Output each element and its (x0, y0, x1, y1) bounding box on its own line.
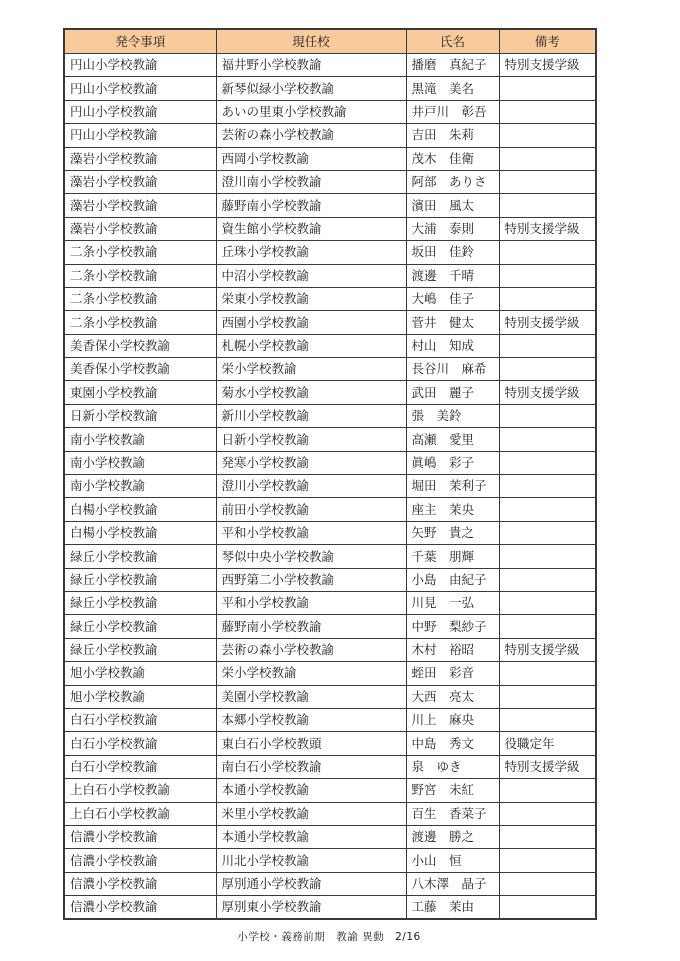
order-item-cell: 二条小学校教諭 (64, 287, 216, 310)
table-row (64, 264, 596, 287)
table-row (64, 241, 596, 264)
order-item-cell: 信濃小学校教諭 (64, 872, 216, 895)
name-cell: 野宮 未紅 (406, 779, 499, 802)
table-row (64, 896, 596, 920)
table-row (64, 451, 596, 474)
remarks-cell (499, 264, 596, 287)
order-item-cell: 南小学校教諭 (64, 475, 216, 498)
remarks-cell (499, 896, 596, 920)
table-row (64, 685, 596, 708)
remarks-cell: 特別支援学級 (499, 217, 596, 240)
remarks-cell: 特別支援学級 (499, 311, 596, 334)
name-cell: 座主 茉央 (406, 498, 499, 521)
current-school-cell: 東白石小学校教頭 (216, 732, 406, 755)
current-school-cell: 藤野南小学校教諭 (216, 194, 406, 217)
remarks-cell (499, 568, 596, 591)
name-cell: 川上 麻央 (406, 708, 499, 731)
order-item-cell: 緑丘小学校教諭 (64, 545, 216, 568)
header-current-school: 現任校 (216, 29, 406, 54)
table-row (64, 124, 596, 147)
name-cell: 菅井 健太 (406, 311, 499, 334)
remarks-cell (499, 498, 596, 521)
table-row (64, 194, 596, 217)
order-item-cell: 二条小学校教諭 (64, 264, 216, 287)
name-cell: 黒滝 美名 (406, 77, 499, 100)
name-cell: 川見 一弘 (406, 591, 499, 614)
current-school-cell: 澄川小学校教諭 (216, 475, 406, 498)
order-item-cell: 日新小学校教諭 (64, 404, 216, 427)
header-order-item: 発令事項 (64, 29, 216, 54)
remarks-cell (499, 100, 596, 123)
remarks-cell (499, 708, 596, 731)
remarks-cell (499, 428, 596, 451)
order-item-cell: 上白石小学校教諭 (64, 779, 216, 802)
name-cell: 武田 麗子 (406, 381, 499, 404)
current-school-cell: 栄小学校教諭 (216, 662, 406, 685)
remarks-cell (499, 241, 596, 264)
order-item-cell: 旭小学校教諭 (64, 685, 216, 708)
table-row (64, 521, 596, 544)
table-row (64, 779, 596, 802)
name-cell: 井戸川 彰吾 (406, 100, 499, 123)
header-remarks: 備考 (499, 29, 596, 54)
remarks-cell (499, 475, 596, 498)
current-school-cell: 資生館小学校教諭 (216, 217, 406, 240)
name-cell: 大嶋 佳子 (406, 287, 499, 310)
page-footer: 小学校・義務前期 教諭 異動 2/16 (237, 931, 421, 943)
current-school-cell: 芸術の森小学校教諭 (216, 638, 406, 661)
current-school-cell: あいの里東小学校教諭 (216, 100, 406, 123)
remarks-cell (499, 147, 596, 170)
current-school-cell: 平和小学校教諭 (216, 591, 406, 614)
order-item-cell: 信濃小学校教諭 (64, 825, 216, 848)
order-item-cell: 緑丘小学校教諭 (64, 591, 216, 614)
table-row (64, 708, 596, 731)
remarks-cell (499, 802, 596, 825)
order-item-cell: 二条小学校教諭 (64, 311, 216, 334)
table-row (64, 287, 596, 310)
remarks-cell: 特別支援学級 (499, 381, 596, 404)
current-school-cell: 芸術の森小学校教諭 (216, 124, 406, 147)
order-item-cell: 緑丘小学校教諭 (64, 568, 216, 591)
order-item-cell: 円山小学校教諭 (64, 77, 216, 100)
personnel-transfer-table (63, 28, 597, 920)
table-row (64, 732, 596, 755)
name-cell: 張 美鈴 (406, 404, 499, 427)
table-header (64, 29, 596, 54)
current-school-cell: 中沼小学校教諭 (216, 264, 406, 287)
name-cell: 坂田 佳鈴 (406, 241, 499, 264)
current-school-cell: 栄東小学校教諭 (216, 287, 406, 310)
remarks-cell: 役職定年 (499, 732, 596, 755)
name-cell: 長谷川 麻希 (406, 358, 499, 381)
table-row (64, 825, 596, 848)
name-cell: 阿部 ありさ (406, 170, 499, 193)
name-cell: 高瀬 愛里 (406, 428, 499, 451)
order-item-cell: 緑丘小学校教諭 (64, 615, 216, 638)
order-item-cell: 二条小学校教諭 (64, 241, 216, 264)
remarks-cell: 特別支援学級 (499, 755, 596, 778)
name-cell: 堀田 茉利子 (406, 475, 499, 498)
name-cell: 千葉 朋輝 (406, 545, 499, 568)
name-cell: 濱田 風太 (406, 194, 499, 217)
order-item-cell: 美香保小学校教諭 (64, 358, 216, 381)
table-row (64, 615, 596, 638)
name-cell: 八木澤 晶子 (406, 872, 499, 895)
name-cell: 渡邊 千晴 (406, 264, 499, 287)
current-school-cell: 発寒小学校教諭 (216, 451, 406, 474)
table-row (64, 545, 596, 568)
current-school-cell: 琴似中央小学校教諭 (216, 545, 406, 568)
remarks-cell (499, 615, 596, 638)
current-school-cell: 美園小学校教諭 (216, 685, 406, 708)
name-cell: 木村 裕昭 (406, 638, 499, 661)
current-school-cell: 西野第二小学校教諭 (216, 568, 406, 591)
name-cell: 眞嶋 彩子 (406, 451, 499, 474)
remarks-cell (499, 849, 596, 872)
table-row (64, 358, 596, 381)
name-cell: 中島 秀文 (406, 732, 499, 755)
order-item-cell: 藻岩小学校教諭 (64, 217, 216, 240)
order-item-cell: 藻岩小学校教諭 (64, 147, 216, 170)
order-item-cell: 藻岩小学校教諭 (64, 170, 216, 193)
current-school-cell: 南白石小学校教諭 (216, 755, 406, 778)
order-item-cell: 円山小学校教諭 (64, 54, 216, 77)
table-row (64, 872, 596, 895)
remarks-cell (499, 521, 596, 544)
current-school-cell: 本通小学校教諭 (216, 825, 406, 848)
order-item-cell: 信濃小学校教諭 (64, 896, 216, 920)
table-row (64, 170, 596, 193)
order-item-cell: 緑丘小学校教諭 (64, 638, 216, 661)
current-school-cell: 西園小学校教諭 (216, 311, 406, 334)
order-item-cell: 上白石小学校教諭 (64, 802, 216, 825)
order-item-cell: 円山小学校教諭 (64, 124, 216, 147)
remarks-cell (499, 358, 596, 381)
current-school-cell: 福井野小学校教諭 (216, 54, 406, 77)
current-school-cell: 菊水小学校教諭 (216, 381, 406, 404)
current-school-cell: 丘珠小学校教諭 (216, 241, 406, 264)
current-school-cell: 栄小学校教諭 (216, 358, 406, 381)
remarks-cell (499, 872, 596, 895)
table-row (64, 568, 596, 591)
current-school-cell: 厚別東小学校教諭 (216, 896, 406, 920)
table-body (64, 54, 596, 920)
current-school-cell: 厚別通小学校教諭 (216, 872, 406, 895)
table-row (64, 755, 596, 778)
order-item-cell: 南小学校教諭 (64, 428, 216, 451)
order-item-cell: 白石小学校教諭 (64, 708, 216, 731)
table-row (64, 334, 596, 357)
order-item-cell: 白石小学校教諭 (64, 755, 216, 778)
table-row (64, 498, 596, 521)
remarks-cell (499, 591, 596, 614)
name-cell: 中野 梨紗子 (406, 615, 499, 638)
table-row (64, 217, 596, 240)
remarks-cell: 特別支援学級 (499, 638, 596, 661)
order-item-cell: 円山小学校教諭 (64, 100, 216, 123)
table-row (64, 54, 596, 77)
table-row (64, 428, 596, 451)
current-school-cell: 平和小学校教諭 (216, 521, 406, 544)
table-row (64, 475, 596, 498)
order-item-cell: 美香保小学校教諭 (64, 334, 216, 357)
remarks-cell (499, 287, 596, 310)
remarks-cell (499, 451, 596, 474)
remarks-cell (499, 334, 596, 357)
name-cell: 村山 知成 (406, 334, 499, 357)
name-cell: 蛭田 彩音 (406, 662, 499, 685)
name-cell: 工藤 茉由 (406, 896, 499, 920)
remarks-cell (499, 685, 596, 708)
current-school-cell: 藤野南小学校教諭 (216, 615, 406, 638)
name-cell: 小島 由紀子 (406, 568, 499, 591)
name-cell: 播磨 真紀子 (406, 54, 499, 77)
remarks-cell (499, 662, 596, 685)
remarks-cell (499, 77, 596, 100)
table-row (64, 311, 596, 334)
table-row (64, 404, 596, 427)
name-cell: 大浦 泰則 (406, 217, 499, 240)
order-item-cell: 信濃小学校教諭 (64, 849, 216, 872)
remarks-cell (499, 779, 596, 802)
remarks-cell: 特別支援学級 (499, 54, 596, 77)
current-school-cell: 澄川南小学校教諭 (216, 170, 406, 193)
order-item-cell: 白楊小学校教諭 (64, 521, 216, 544)
header-row (64, 29, 596, 54)
remarks-cell (499, 194, 596, 217)
name-cell: 吉田 朱莉 (406, 124, 499, 147)
name-cell: 小山 恒 (406, 849, 499, 872)
table-row (64, 849, 596, 872)
remarks-cell (499, 170, 596, 193)
remarks-cell (499, 124, 596, 147)
table-row (64, 638, 596, 661)
table-row (64, 662, 596, 685)
table-row (64, 77, 596, 100)
order-item-cell: 白石小学校教諭 (64, 732, 216, 755)
current-school-cell: 本郷小学校教諭 (216, 708, 406, 731)
order-item-cell: 藻岩小学校教諭 (64, 194, 216, 217)
current-school-cell: 西岡小学校教諭 (216, 147, 406, 170)
table-row (64, 381, 596, 404)
current-school-cell: 前田小学校教諭 (216, 498, 406, 521)
remarks-cell (499, 545, 596, 568)
table-row (64, 591, 596, 614)
current-school-cell: 日新小学校教諭 (216, 428, 406, 451)
order-item-cell: 南小学校教諭 (64, 451, 216, 474)
name-cell: 渡邊 勝之 (406, 825, 499, 848)
remarks-cell (499, 404, 596, 427)
name-cell: 泉 ゆき (406, 755, 499, 778)
name-cell: 百生 香菜子 (406, 802, 499, 825)
order-item-cell: 東園小学校教諭 (64, 381, 216, 404)
current-school-cell: 新川小学校教諭 (216, 404, 406, 427)
current-school-cell: 米里小学校教諭 (216, 802, 406, 825)
current-school-cell: 川北小学校教諭 (216, 849, 406, 872)
name-cell: 大西 亮太 (406, 685, 499, 708)
order-item-cell: 旭小学校教諭 (64, 662, 216, 685)
current-school-cell: 本通小学校教諭 (216, 779, 406, 802)
order-item-cell: 白楊小学校教諭 (64, 498, 216, 521)
header-name: 氏名 (406, 29, 499, 54)
table-row (64, 147, 596, 170)
table-row (64, 802, 596, 825)
remarks-cell (499, 825, 596, 848)
current-school-cell: 新琴似緑小学校教諭 (216, 77, 406, 100)
name-cell: 矢野 貴之 (406, 521, 499, 544)
table-row (64, 100, 596, 123)
name-cell: 茂木 佳衛 (406, 147, 499, 170)
current-school-cell: 札幌小学校教諭 (216, 334, 406, 357)
